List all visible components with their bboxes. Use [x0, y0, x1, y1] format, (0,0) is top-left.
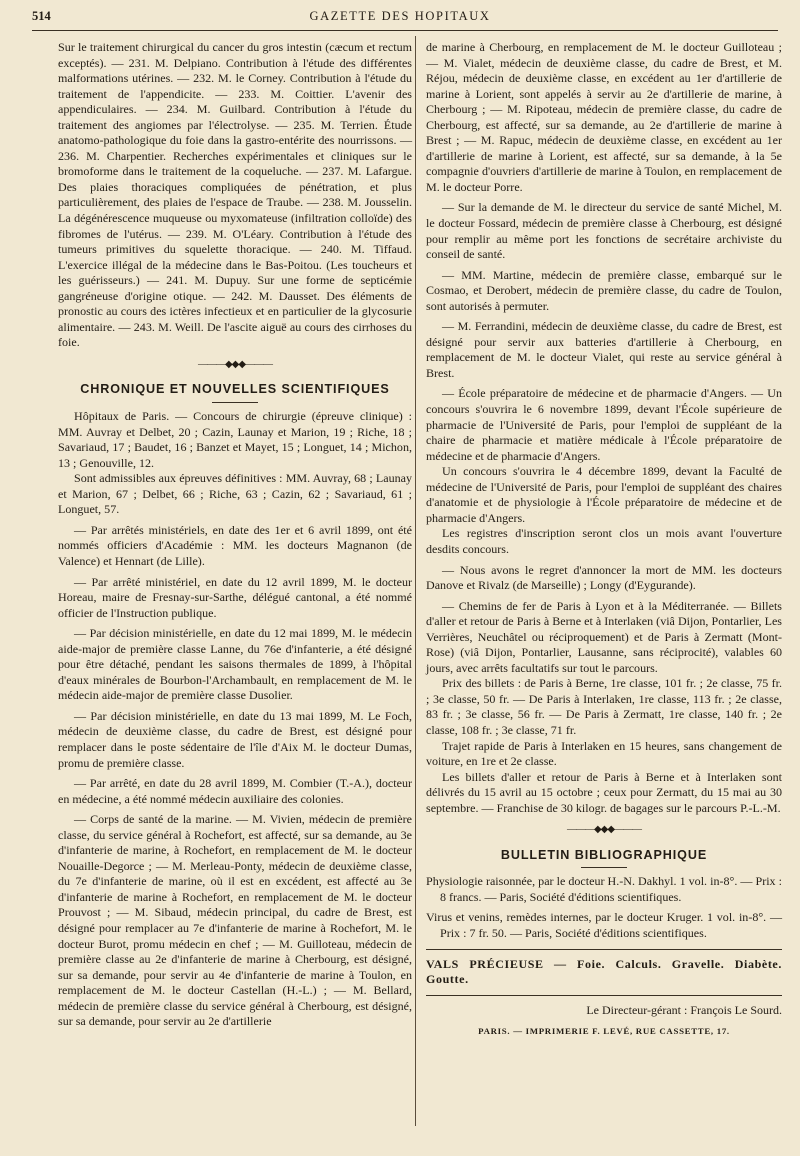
vals-advert: VALS PRÉCIEUSE — Foie. Calculs. Gravelle. Diabète. Goutte.: [426, 956, 782, 987]
section-title: CHRONIQUE ET NOUVELLES SCIENTIFIQUES: [80, 382, 390, 397]
news-paragraph: Les registres d'inscription seront clos un mois avant l'ouverture desdits concours.: [426, 526, 782, 556]
right-column: [426, 40, 782, 1040]
news-paragraph: de marine à Cherbourg, en remplacement de M. le docteur Guilloteau ; — M. Vialet, médecin de deuxième classe, du cadre de Brest, et M. Réjou, médecin de deuxième classe, en excédent au 1er d'artillerie de marine à Lorient, sont appelés à servir au 2e d'artillerie de marine, à Cherbourg ; — M. Ripoteau, médecin de première classe, du cadre de Cherbourg, est affecté, sur sa demande, au 2e d'artillerie de marine à Brest ; — M. Rapuc, médecin de deuxième classe, en excédent au 1er d'artillerie de marine à Lorient, est affecté, sur sa demande, à la 5e compagnie d'ouvriers d'artillerie de marine à Toulon, en remplacement de M. le docteur Porre.: [426, 40, 782, 194]
news-paragraph: — Nous avons le regret d'annoncer la mort de MM. les docteurs Danove et Rivalz (de Marseille) ; Longy (d'Eygurande).: [426, 562, 782, 593]
news-paragraph: Les billets d'aller et retour de Paris à Berne et à Interlaken sont délivrés du 15 avril au 15 octobre ; ceux pour Zermatt, du 15 mai au 30 septembre. — Franchise de 30 kilogr. de bagages sur le parcours P.-L.-M.: [426, 769, 782, 815]
ornament-divider: ———◆◆◆———: [566, 824, 642, 836]
news-paragraph: — Par arrêtés ministériels, en date des 1er et 6 avril 1899, ont été nommés officiers d'Académie : MM. les docteurs Magnanon (de Valence) et Hennart (de Lille).: [58, 522, 412, 568]
section-rule: [212, 402, 258, 403]
section-rule: [581, 867, 627, 868]
news-paragraph: — Chemins de fer de Paris à Lyon et à la Méditerranée. — Billets d'aller et retour de Paris à Berne et à Interlaken (viâ Dijon, Pontarlier, Les Verrières, Neuchâtel ou réciproquement) et de Paris à Zermatt (Mont-Rose) (viâ Dijon, Pontarlier, Lausanne, sans réciprocité), valables 60 jours, avec arrêts facultatifs sur tout le parcours.: [426, 598, 782, 675]
news-paragraph: — École préparatoire de médecine et de pharmacie d'Angers. — Un concours s'ouvrira le 6 novembre 1899, devant l'École supérieure de pharmacie de l'Université de Paris, pour l'emploi de suppléant de la chaire de pharmacie et matière médicale à l'École préparatoire de médecine et de pharmacie d'Angers.: [426, 386, 782, 463]
news-paragraph: Sont admissibles aux épreuves définitives : MM. Auvray, 68 ; Launay et Marion, 67 ; Delbet, 66 ; Riche, 63 ; Cazin, 62 ; Savariaud, 61 ; Longuet, 57.: [58, 471, 412, 517]
news-paragraph: Un concours s'ouvrira le 4 décembre 1899, devant la Faculté de médecine de l'Université de Paris, pour l'emploi de suppléant des chaires d'anatomie et de physiologie à l'École préparatoire de médecine et de pharmacie d'Angers.: [426, 464, 782, 525]
running-title: GAZETTE DES HOPITAUX: [309, 9, 491, 23]
left-column: [58, 40, 412, 1030]
news-paragraph: — Par arrêté, en date du 28 avril 1899, M. Combier (T.-A.), docteur en médecine, a été nommé médecin auxiliaire des colonies.: [58, 776, 412, 806]
news-paragraph: — Par décision ministérielle, en date du 12 mai 1899, M. le médecin aide-major de première classe Lanne, du 76e d'infanterie, a été désigné pour être détaché, pendant les saisons thermales de 1899, à l'hôpital d'eaux minérales de Bourbon-l'Archambault, en remplacement de M. le médecin aide-major de première classe Dusolier.: [58, 626, 412, 703]
header-rule: [32, 30, 778, 31]
bibliography-list: [426, 874, 782, 941]
rule: [426, 995, 782, 996]
news-paragraph: Prix des billets : de Paris à Berne, 1re classe, 101 fr. ; 2e classe, 75 fr. ; 3e classe, 50 fr. — De Paris à Interlaken, 1re classe, 113 fr. ; 2e classe, 83 fr. ; 3e classe, 56 fr. — De Paris à Zermatt, 1re classe, 140 fr. ; 2e classe, 108 fr. ; 3e classe, 71 fr.: [426, 676, 782, 737]
news-paragraph: — Sur la demande de M. le directeur du service de santé Michel, M. le docteur Fossard, médecin de première classe à Cherbourg, est désigné pour remplir au même port les fonctions de secrétaire archiviste du conseil de santé.: [426, 200, 782, 262]
news-paragraph: — Corps de santé de la marine. — M. Vivien, médecin de première classe, du service général à Rochefort, est affecté, sur sa demande, au 3e d'infanterie de marine, à Rochefort, en remplacement de M. le docteur Nouaille-Degorce ; — M. Merleau-Ponty, médecin de deuxième classe, du 7e d'infanterie de marine, où il est en excédent, est affecté au 3e d'infanterie de marine à Rochefort, en remplacement de M. le docteur Prouvost ; — M. Sibaud, médecin principal, du cadre de Brest, est désigné pour remplacer au 7e d'infanterie de marine à Rochefort, M. le docteur Burot, promu médecin en chef ; — M. Guilloteau, médecin de première classe au 2e d'infanterie de marine à Cherbourg, est désigné, sur sa demande, pour servir au 4e d'infanterie de marine à Toulon, en remplacement de M. le docteur Castellan (H.-L.) ; — M. Bellard, médecin de première classe du service général à Cherbourg, est désigné, sur sa demande, pour servir au 2e d'artillerie: [58, 812, 412, 1029]
printer-imprint: PARIS. — IMPRIMERIE F. LEVÉ, RUE CASSETTE, 17.: [478, 1026, 730, 1037]
rule: [426, 949, 782, 950]
page-number: 514: [32, 9, 51, 23]
ornament-divider: ———◆◆◆———: [197, 358, 273, 370]
thesis-list: Sur le traitement chirurgical du cancer du gros intestin (cæcum et rectum exceptés). — 231. M. Delpiano. Contribution à l'étude des différentes malformations utérines. — 232. M. le Corney. Contribution à l'étude du traitement de l'appendicite. — 233. M. Coittier. L'avenir des appendiculaires. — 234. M. Guilbard. Contribution à l'étude du traitement des angiomes par l'électrolyse. — 235. M. Terrien. Étude anatomo-pathologique du foie dans la gastro-entérite des nourrissons. — 236. M. Charpentier. Recherches expérimentales et cliniques sur le bromoforme dans le traitement de la coqueluche. — 237. M. Lafargue. Des plaies thoraciques compliquées de pénétration, et plus particulièrement, des plaies de l'espace de Traube. — 238. M. Jousselin. La dégénérescence muqueuse ou myxomateuse (infiltration colloïde) des fibromes de l'utérus. — 239. M. O'Léary. Contribution à l'étude des tumeurs primitives du squelette thoracique. — 240. M. Tiffaud. L'exercice illégal de la médecine dans le Bas-Poitou. (Les toucheurs et les guérisseurs.) — 241. M. Dupuy. Sur une forme de septicémie gangréneuse d'origine otique. — 242. M. Dausset. Des éléments de pronostic au cours des ictères infectieux et en particulier de la glycosurie alimentaire. — 243. M. Weill. De l'ascite aiguë au cours des cirrhoses du foie.: [58, 40, 412, 350]
book-entry: Physiologie raisonnée, par le docteur H.-N. Dakhyl. 1 vol. in-8°. — Prix : 8 francs. — Paris, Société d'éditions scientifiques.: [426, 874, 782, 904]
news-paragraph: — Par décision ministérielle, en date du 13 mai 1899, M. Le Foch, médecin de deuxième classe, du cadre de Brest, est désigné pour remplacer dans le poste sédentaire de l'île d'Aix M. le docteur Dumas, promu de première classe.: [58, 708, 412, 770]
news-paragraph: Hôpitaux de Paris. — Concours de chirurgie (épreuve clinique) : MM. Auvray et Delbet, 20 ; Cazin, Launay et Marion, 19 ; Riche, 18 ; Savariaud, 17 ; Baudet, 16 ; Banzet et Mayet, 15 ; Longuet, 14 ; Michon, 13 ; Genouville, 12.: [58, 409, 412, 470]
news-paragraph: Trajet rapide de Paris à Interlaken en 15 heures, sans changement de voiture, en 1re et 2e classe.: [426, 738, 782, 769]
director-signature: Le Directeur-gérant : François Le Sourd.: [586, 1002, 782, 1017]
book-entry: Virus et venins, remèdes internes, par le docteur Kruger. 1 vol. in-8°. — Prix : 7 fr. 50. — Paris, Société d'éditions scientifiques.: [426, 910, 782, 940]
column-divider: [415, 36, 416, 1126]
news-paragraph: — Par arrêté ministériel, en date du 12 avril 1899, M. le docteur Horeau, maire de Fresnay-sur-Sarthe, délégué cantonal, a été nommé officier de l'Instruction publique.: [58, 574, 412, 620]
bibliography-title: BULLETIN BIBLIOGRAPHIQUE: [500, 847, 708, 862]
news-paragraph: — M. Ferrandini, médecin de deuxième classe, du cadre de Brest, est désigné pour servir aux batteries d'artillerie à Cherbourg, en remplacement de M. le docteur Vialet, qui reste au service général à Brest.: [426, 319, 782, 380]
news-paragraph: — MM. Martine, médecin de première classe, embarqué sur le Cosmao, et Derobert, médecin de première classe, du cadre de Toulon, sont autorisés à permuter.: [426, 267, 782, 313]
